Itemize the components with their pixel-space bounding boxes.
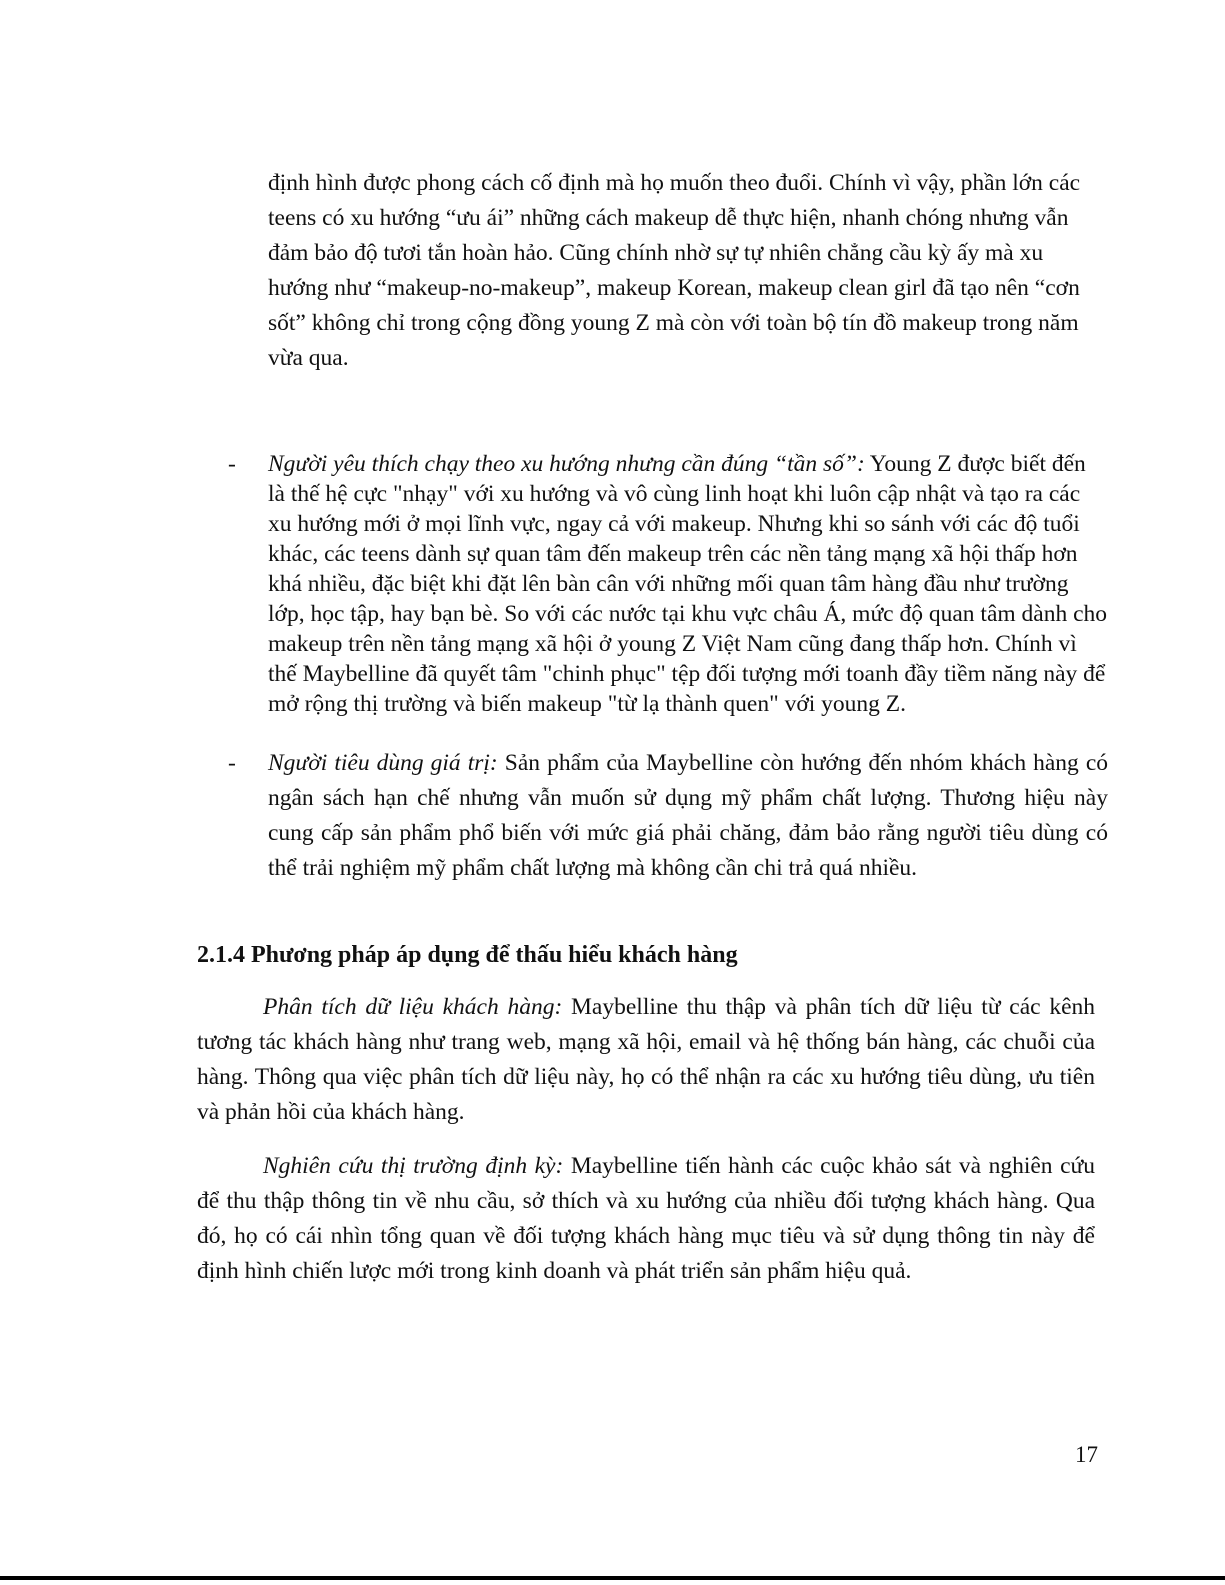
paragraph-lead: Phân tích dữ liệu khách hàng: (263, 994, 563, 1020)
bullet-item (228, 746, 1108, 886)
bullet-dash: - (228, 451, 236, 477)
bullet-lead: Người yêu thích chạy theo xu hướng nhưng cần đúng “tần số”: (268, 451, 865, 477)
paragraph-lead: Nghiên cứu thị trường định kỳ: (263, 1153, 564, 1179)
page-number: 17 (1075, 1442, 1098, 1467)
body-paragraph (197, 1149, 1095, 1289)
continuation-paragraph (268, 166, 1108, 376)
paragraph-text: Maybelline tiến hành các cuộc khảo sát và nghiên cứu để thu thập thông tin về nhu cầu, sở thích và xu hướng của nhiều đối tượng khách hàng. Qua đó, họ có cái nhìn tổng quan về đối tượng khách hàng mục tiêu và sử dụng thông tin này để định hình chiến lược mới trong kinh doanh và phát triển sản phẩm hiệu quả. (197, 1153, 1095, 1284)
bullet-item (228, 449, 1108, 719)
bullet-text: Sản phẩm của Maybelline còn hướng đến nhóm khách hàng có ngân sách hạn chế nhưng vẫn muốn sử dụng mỹ phẩm chất lượng. Thương hiệu này cung cấp sản phẩm phổ biến với mức giá phải chăng, đảm bảo rằng người tiêu dùng có thể trải nghiệm mỹ phẩm chất lượng mà không cần chi trả quá nhiều. (268, 750, 1108, 881)
body-paragraph (197, 990, 1095, 1130)
paragraph-text: định hình được phong cách cố định mà họ muốn theo đuổi. Chính vì vậy, phần lớn các teens có xu hướng “ưu ái” những cách makeup dễ thực hiện, nhanh chóng nhưng vẫn đảm bảo độ tươi tắn hoàn hảo. Cũng chính nhờ sự tự nhiên chẳng cầu kỳ ấy mà xu hướng như “makeup-no-makeup”, makeup Korean, makeup clean girl đã tạo nên “cơn sốt” không chỉ trong cộng đồng young Z mà còn với toàn bộ tín đồ makeup trong năm vừa qua. (268, 170, 1081, 371)
bottom-rule (0, 1576, 1225, 1580)
section-heading: 2.1.4 Phương pháp áp dụng để thấu hiểu khách hàng (197, 942, 738, 968)
bullet-body (268, 449, 1108, 719)
bullet-lead: Người tiêu dùng giá trị: (268, 750, 498, 776)
bullet-dash: - (228, 750, 236, 776)
bullet-body (268, 746, 1108, 886)
paragraph-text: Maybelline thu thập và phân tích dữ liệu từ các kênh tương tác khách hàng như trang web, mạng xã hội, email và hệ thống bán hàng, các chuỗi của hàng. Thông qua việc phân tích dữ liệu này, họ có thể nhận ra các xu hướng tiêu dùng, ưu tiên và phản hồi của khách hàng. (197, 994, 1096, 1125)
bullet-text: Young Z được biết đến là thế hệ cực "nhạy" với xu hướng và vô cùng linh hoạt khi luôn cập nhật và tạo ra các xu hướng mới ở mọi lĩnh vực, ngay cả với makeup. Nhưng khi so sánh với các độ tuổi khác, các teens dành sự quan tâm đến makeup trên các nền tảng mạng xã hội thấp hơn khá nhiều, đặc biệt khi đặt lên bàn cân với những mối quan tâm hàng đầu như trường lớp, học tập, hay bạn bè. So với các nước tại khu vực châu Á, mức độ quan tâm dành cho makeup trên nền tảng mạng xã hội ở young Z Việt Nam cũng đang thấp hơn. Chính vì thế Maybelline đã quyết tâm "chinh phục" tệp đối tượng mới toanh đầy tiềm năng này để mở rộng thị trường và biến makeup "từ lạ thành quen" với young Z. (268, 451, 1108, 717)
